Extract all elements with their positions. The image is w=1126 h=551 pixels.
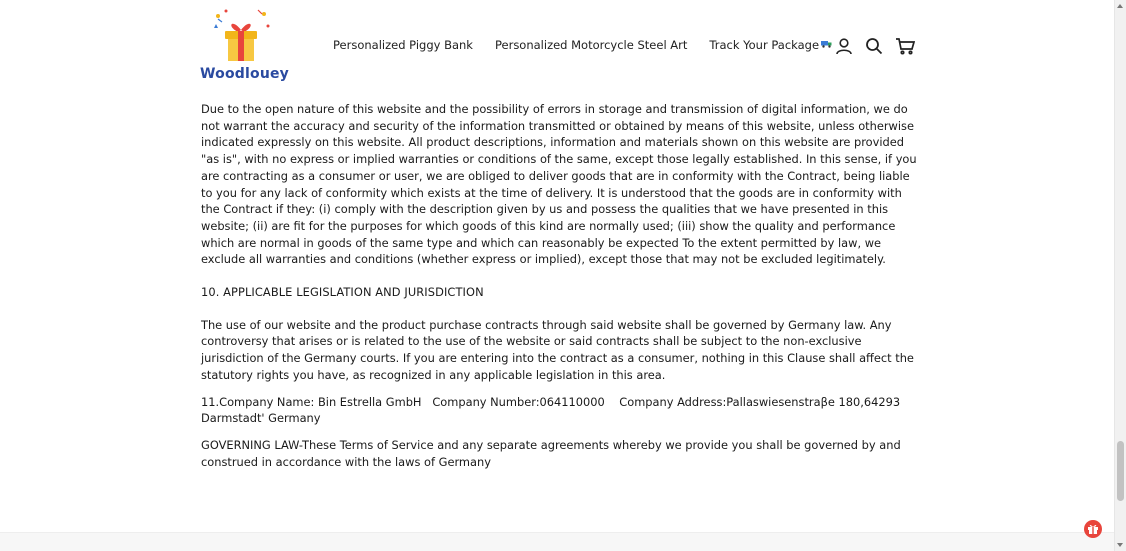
nav-personalized-motorcycle-steel-art[interactable]: Personalized Motorcycle Steel Art	[494, 38, 688, 52]
nav-track-your-package[interactable]	[709, 38, 833, 52]
account-icon[interactable]	[835, 37, 853, 55]
site-header	[0, 0, 1115, 90]
search-icon[interactable]	[865, 37, 883, 55]
nav-track-label: Track Your Package	[709, 38, 820, 52]
main-nav	[333, 38, 833, 52]
floating-gift-button[interactable]	[1084, 520, 1102, 538]
scroll-up-arrow-icon[interactable]	[1117, 4, 1123, 8]
nav-personalized-piggy-bank[interactable]: Personalized Piggy Bank	[333, 38, 473, 52]
footer-strip	[0, 532, 1115, 551]
gift-logo-icon	[208, 8, 274, 66]
legislation-paragraph: The use of our website and the product purchase contracts through said website shall be governed by Germany law. Any controversy that arises or is related to the use of the website or said contracts shall be subject to the non-exclusive jurisdiction of the Germany courts. If you are entering into the contract as a consumer, nothing in this Clause shall affect the statutory rights you have, as recognized in any applicable legislation in this area.	[201, 317, 914, 382]
truck-icon	[821, 39, 833, 51]
terms-content	[201, 100, 917, 470]
section-heading-10: 10. APPLICABLE LEGISLATION AND JURISDICTION	[201, 285, 484, 300]
logo-text: Woodlouey	[200, 66, 290, 82]
site-logo[interactable]	[200, 8, 290, 84]
page-scrollbar[interactable]	[1114, 0, 1126, 551]
header-icons	[835, 37, 915, 55]
warranty-paragraph: Due to the open nature of this website and the possibility of errors in storage and transmission of digital information, we do not warrant the accuracy and security of the information transmitted or obtained by means of this website, unless otherwise indicated expressly on this website. All product descriptions, information and materials shown on this website are provided "as is", with no express or implied warranties or conditions of the same, except those legally established. In this sense, if you are contracting as a consumer or user, we are obliged to deliver goods that are in conformity with the Contract, being liable to you for any lack of conformity which exists at the time of delivery. It is understood that the goods are in conformity with the Contract if they: (i) comply with the description given by us and possess the qualities that we have presented in this website; (ii) are fit for the purposes for which goods of this kind are normally used; (iii) show the quality and performance which are normal in goods of the same type and which can reasonably be expected To the extent permitted by law, we exclude all warranties and conditions (whether express or implied), except those that may not be excluded legitimately.	[201, 102, 917, 267]
cart-icon[interactable]	[895, 37, 915, 55]
scroll-down-arrow-icon[interactable]	[1117, 543, 1123, 547]
gift-icon	[1086, 522, 1100, 536]
scroll-thumb[interactable]	[1117, 441, 1124, 501]
company-info-paragraph: 11.Company Name: Bin Estrella GmbH Company Number:064110000 Company Address:Pallaswiesenstraβe 180,64293 Darmstadt' Germany	[201, 394, 901, 426]
governing-law-paragraph: GOVERNING LAW-These Terms of Service and any separate agreements whereby we provide you shall be governed by and construed in accordance with the laws of Germany	[201, 437, 901, 469]
